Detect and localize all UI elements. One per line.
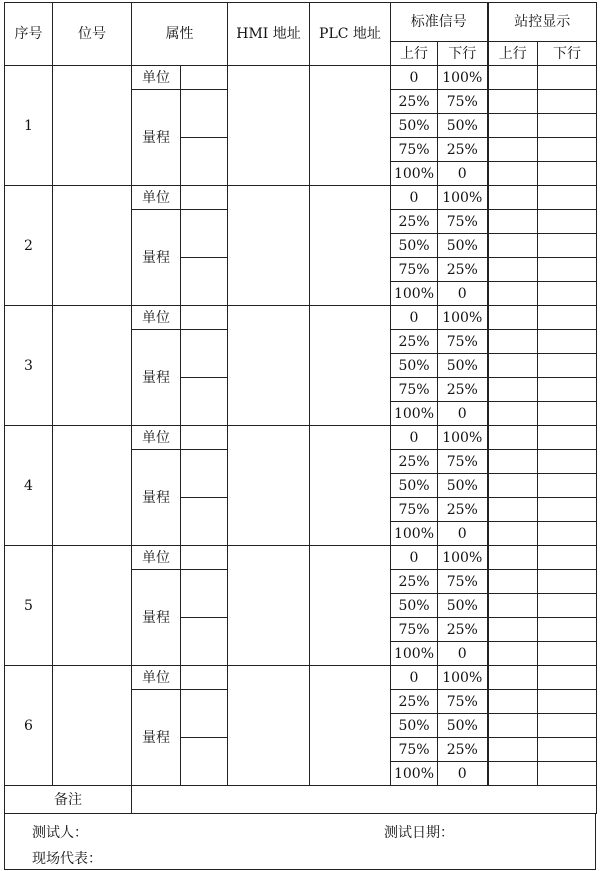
station-up-cell[interactable]	[488, 618, 538, 642]
std-down-cell: 0	[438, 522, 488, 546]
hmi-address-cell[interactable]	[228, 546, 310, 666]
station-up-cell[interactable]	[488, 90, 538, 114]
station-down-cell[interactable]	[538, 690, 597, 714]
station-up-cell[interactable]	[488, 762, 538, 786]
station-up-cell[interactable]	[488, 594, 538, 618]
station-down-cell[interactable]	[538, 522, 597, 546]
unit-label: 单位	[132, 546, 181, 570]
unit-label: 单位	[132, 426, 181, 450]
station-down-cell[interactable]	[538, 666, 597, 690]
std-up-cell: 75%	[391, 618, 438, 642]
tag-cell[interactable]	[53, 306, 132, 426]
std-down-cell: 75%	[438, 210, 488, 234]
unit-label: 单位	[132, 66, 181, 90]
std-down-cell: 50%	[438, 714, 488, 738]
remarks-row	[5, 786, 597, 814]
header-std-up: 上行	[391, 42, 438, 66]
std-up-cell: 25%	[391, 330, 438, 354]
station-down-cell[interactable]	[538, 450, 597, 474]
unit-value-cell[interactable]	[181, 546, 228, 570]
tester-label: 测试人：	[32, 825, 88, 841]
range-value-cell[interactable]	[181, 378, 228, 426]
std-up-cell: 0	[391, 546, 438, 570]
std-down-cell: 0	[438, 762, 488, 786]
std-down-cell: 100%	[438, 306, 488, 330]
station-down-cell[interactable]	[538, 186, 597, 210]
std-down-cell: 75%	[438, 690, 488, 714]
range-value-cell[interactable]	[181, 618, 228, 666]
plc-address-cell[interactable]	[310, 186, 391, 306]
std-up-cell: 25%	[391, 570, 438, 594]
std-down-cell: 100%	[438, 426, 488, 450]
unit-value-cell[interactable]	[181, 666, 228, 690]
seq-cell: 6	[5, 666, 53, 786]
plc-address-cell[interactable]	[310, 666, 391, 786]
std-down-cell: 50%	[438, 474, 488, 498]
std-up-cell: 50%	[391, 594, 438, 618]
table-row	[5, 426, 597, 450]
plc-address-cell[interactable]	[310, 306, 391, 426]
range-value-cell[interactable]	[181, 258, 228, 306]
plc-address-cell[interactable]	[310, 546, 391, 666]
std-down-cell: 50%	[438, 354, 488, 378]
station-up-cell[interactable]	[488, 162, 538, 186]
std-down-cell: 50%	[438, 594, 488, 618]
range-label: 量程	[132, 90, 181, 186]
station-down-cell[interactable]	[538, 210, 597, 234]
station-up-cell[interactable]	[488, 570, 538, 594]
station-down-cell[interactable]	[538, 354, 597, 378]
range-value-cell[interactable]	[181, 138, 228, 186]
station-down-cell[interactable]	[538, 594, 597, 618]
range-value-cell[interactable]	[181, 90, 228, 138]
seq-cell: 5	[5, 546, 53, 666]
station-up-cell[interactable]	[488, 474, 538, 498]
std-up-cell: 100%	[391, 162, 438, 186]
station-up-cell[interactable]	[488, 690, 538, 714]
header-plc-address: PLC 地址	[310, 3, 391, 66]
station-down-cell[interactable]	[538, 426, 597, 450]
station-down-cell[interactable]	[538, 114, 597, 138]
range-label: 量程	[132, 330, 181, 426]
seq-cell: 4	[5, 426, 53, 546]
station-up-cell[interactable]	[488, 426, 538, 450]
station-down-cell[interactable]	[538, 330, 597, 354]
station-down-cell[interactable]	[538, 282, 597, 306]
station-up-cell[interactable]	[488, 138, 538, 162]
std-up-cell: 50%	[391, 114, 438, 138]
std-down-cell: 0	[438, 642, 488, 666]
std-down-cell: 100%	[438, 186, 488, 210]
std-up-cell: 75%	[391, 138, 438, 162]
std-up-cell: 100%	[391, 402, 438, 426]
std-up-cell: 50%	[391, 354, 438, 378]
hmi-address-cell[interactable]	[228, 306, 310, 426]
std-up-cell: 50%	[391, 474, 438, 498]
range-value-cell[interactable]	[181, 570, 228, 618]
remarks-label: 备注	[5, 786, 132, 814]
station-up-cell[interactable]	[488, 234, 538, 258]
std-up-cell: 0	[391, 66, 438, 90]
range-value-cell[interactable]	[181, 210, 228, 258]
station-down-cell[interactable]	[538, 498, 597, 522]
station-down-cell[interactable]	[538, 642, 597, 666]
station-down-cell[interactable]	[538, 738, 597, 762]
header-station-up: 上行	[488, 42, 538, 66]
station-down-cell[interactable]	[538, 258, 597, 282]
station-up-cell[interactable]	[488, 330, 538, 354]
station-up-cell[interactable]	[488, 714, 538, 738]
std-down-cell: 0	[438, 402, 488, 426]
std-down-cell: 25%	[438, 498, 488, 522]
seq-cell: 2	[5, 186, 53, 306]
std-down-cell: 25%	[438, 138, 488, 162]
std-down-cell: 75%	[438, 450, 488, 474]
unit-label: 单位	[132, 306, 181, 330]
std-down-cell: 25%	[438, 258, 488, 282]
std-up-cell: 100%	[391, 762, 438, 786]
station-up-cell[interactable]	[488, 66, 538, 90]
station-up-cell[interactable]	[488, 666, 538, 690]
station-up-cell[interactable]	[488, 450, 538, 474]
std-down-cell: 25%	[438, 738, 488, 762]
std-up-cell: 75%	[391, 498, 438, 522]
std-up-cell: 25%	[391, 210, 438, 234]
station-down-cell[interactable]	[538, 546, 597, 570]
unit-value-cell[interactable]	[181, 66, 228, 90]
station-down-cell[interactable]	[538, 762, 597, 786]
table-row	[5, 186, 597, 210]
std-down-cell: 50%	[438, 114, 488, 138]
station-up-cell[interactable]	[488, 378, 538, 402]
header-hmi-address: HMI 地址	[228, 3, 310, 66]
unit-label: 单位	[132, 186, 181, 210]
std-up-cell: 0	[391, 306, 438, 330]
header-std-down: 下行	[438, 42, 488, 66]
footer-row-1	[4, 818, 596, 842]
std-up-cell: 25%	[391, 90, 438, 114]
station-down-cell[interactable]	[538, 618, 597, 642]
header-seq: 序号	[5, 3, 53, 66]
station-down-cell[interactable]	[538, 162, 597, 186]
station-up-cell[interactable]	[488, 258, 538, 282]
station-down-cell[interactable]	[538, 570, 597, 594]
std-up-cell: 25%	[391, 690, 438, 714]
header-row-1	[5, 3, 597, 42]
station-up-cell[interactable]	[488, 210, 538, 234]
station-up-cell[interactable]	[488, 402, 538, 426]
std-up-cell: 50%	[391, 714, 438, 738]
std-up-cell: 25%	[391, 450, 438, 474]
tag-cell[interactable]	[53, 66, 132, 186]
station-down-cell[interactable]	[538, 402, 597, 426]
station-up-cell[interactable]	[488, 498, 538, 522]
seq-cell: 1	[5, 66, 53, 186]
unit-value-cell[interactable]	[181, 186, 228, 210]
range-value-cell[interactable]	[181, 330, 228, 378]
std-down-cell: 50%	[438, 234, 488, 258]
std-down-cell: 75%	[438, 90, 488, 114]
station-down-cell[interactable]	[538, 66, 597, 90]
unit-value-cell[interactable]	[181, 426, 228, 450]
tag-cell[interactable]	[53, 666, 132, 786]
header-station-down: 下行	[538, 42, 597, 66]
station-up-cell[interactable]	[488, 186, 538, 210]
station-up-cell[interactable]	[488, 282, 538, 306]
std-up-cell: 50%	[391, 234, 438, 258]
table-row	[5, 306, 597, 330]
station-down-cell[interactable]	[538, 90, 597, 114]
station-down-cell[interactable]	[538, 234, 597, 258]
test-date-label: 测试日期：	[384, 825, 454, 841]
unit-value-cell[interactable]	[181, 306, 228, 330]
tag-cell[interactable]	[53, 546, 132, 666]
std-down-cell: 0	[438, 282, 488, 306]
station-down-cell[interactable]	[538, 474, 597, 498]
station-up-cell[interactable]	[488, 546, 538, 570]
std-up-cell: 100%	[391, 522, 438, 546]
std-up-cell: 100%	[391, 642, 438, 666]
table-row	[5, 66, 597, 90]
hmi-address-cell[interactable]	[228, 666, 310, 786]
header-attr: 属性	[132, 3, 228, 66]
station-up-cell[interactable]	[488, 738, 538, 762]
table-row	[5, 666, 597, 690]
station-down-cell[interactable]	[538, 714, 597, 738]
range-value-cell[interactable]	[181, 450, 228, 498]
range-label: 量程	[132, 690, 181, 786]
std-up-cell: 75%	[391, 258, 438, 282]
std-up-cell: 75%	[391, 738, 438, 762]
table-body	[5, 3, 597, 814]
station-down-cell[interactable]	[538, 306, 597, 330]
std-up-cell: 0	[391, 186, 438, 210]
header-station-display: 站控显示	[488, 3, 597, 42]
std-down-cell: 75%	[438, 570, 488, 594]
range-value-cell[interactable]	[181, 690, 228, 738]
hmi-address-cell[interactable]	[228, 426, 310, 546]
plc-address-cell[interactable]	[310, 66, 391, 186]
std-down-cell: 0	[438, 162, 488, 186]
site-rep-label: 现场代表：	[32, 851, 102, 867]
footer-row-2	[4, 844, 596, 868]
std-down-cell: 25%	[438, 378, 488, 402]
std-down-cell: 100%	[438, 666, 488, 690]
station-up-cell[interactable]	[488, 354, 538, 378]
range-label: 量程	[132, 570, 181, 666]
range-label: 量程	[132, 210, 181, 306]
station-up-cell[interactable]	[488, 306, 538, 330]
std-down-cell: 25%	[438, 618, 488, 642]
std-up-cell: 75%	[391, 378, 438, 402]
range-value-cell[interactable]	[181, 498, 228, 546]
tag-cell[interactable]	[53, 186, 132, 306]
station-up-cell[interactable]	[488, 522, 538, 546]
std-up-cell: 0	[391, 666, 438, 690]
tag-cell[interactable]	[53, 426, 132, 546]
station-down-cell[interactable]	[538, 378, 597, 402]
unit-label: 单位	[132, 666, 181, 690]
station-down-cell[interactable]	[538, 138, 597, 162]
remarks-cell[interactable]	[132, 786, 597, 814]
plc-address-cell[interactable]	[310, 426, 391, 546]
seq-cell: 3	[5, 306, 53, 426]
range-label: 量程	[132, 450, 181, 546]
std-down-cell: 100%	[438, 546, 488, 570]
signal-test-table	[4, 2, 597, 814]
std-down-cell: 75%	[438, 330, 488, 354]
range-value-cell[interactable]	[181, 738, 228, 786]
std-up-cell: 0	[391, 426, 438, 450]
std-down-cell: 100%	[438, 66, 488, 90]
std-up-cell: 100%	[391, 282, 438, 306]
table-row	[5, 546, 597, 570]
header-std-signal: 标准信号	[391, 3, 488, 42]
station-up-cell[interactable]	[488, 114, 538, 138]
hmi-address-cell[interactable]	[228, 186, 310, 306]
hmi-address-cell[interactable]	[228, 66, 310, 186]
station-up-cell[interactable]	[488, 642, 538, 666]
header-tag: 位号	[53, 3, 132, 66]
